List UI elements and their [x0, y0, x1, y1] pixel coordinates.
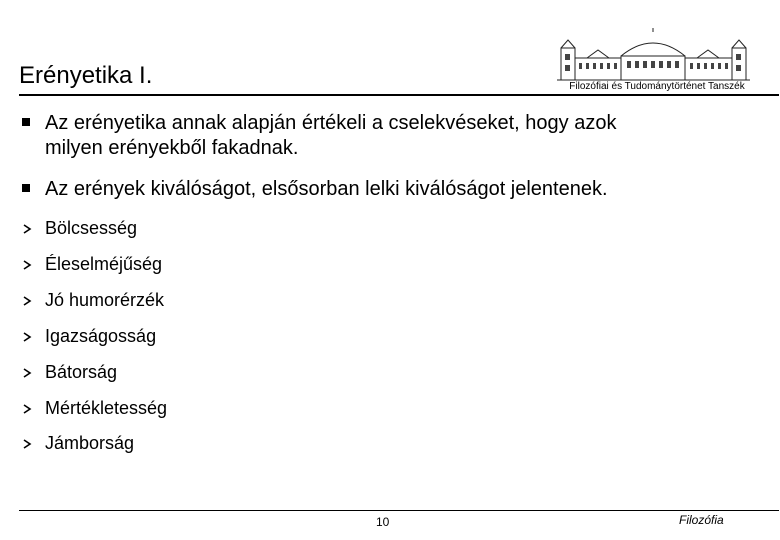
sub-bullet-text: Igazságosság [45, 326, 157, 346]
square-bullet-icon [22, 184, 30, 192]
sub-bullet-text: Bátorság [45, 362, 118, 382]
arrow-bullet-icon [22, 404, 32, 414]
footer-divider [19, 510, 779, 511]
arrow-bullet-icon [22, 296, 32, 306]
sub-bullet-text: Jó humorérzék [45, 290, 165, 310]
footer-label: Filozófia [679, 513, 724, 527]
sub-bullet-text: Mértékletesség [45, 398, 168, 418]
sub-bullet-text: Bölcsesség [45, 218, 138, 238]
arrow-bullet-icon [22, 439, 32, 449]
arrow-bullet-icon [22, 260, 32, 270]
slide-title: Erényetika I. [19, 62, 153, 89]
arrow-bullet-icon [22, 332, 32, 342]
arrow-bullet-icon [22, 224, 32, 234]
logo-caption: Filozófiai és Tudománytörténet Tanszék [564, 81, 750, 92]
title-divider [19, 94, 779, 96]
bullet-text: Az erényetika annak alapján értékeli a cselekvéseket, hogy azok [45, 112, 617, 134]
bullet-text: Az erények kiválóságot, elsősorban lelki kiválóságot jelentenek. [45, 178, 608, 200]
sub-bullet-text: Éleselméjűség [45, 254, 163, 274]
page-number: 10 [376, 515, 390, 529]
arrow-bullet-icon [22, 368, 32, 378]
square-bullet-icon [22, 118, 30, 126]
sub-bullet-text: Jámborság [45, 433, 135, 453]
bullet-text: milyen erényekből fakadnak. [45, 137, 299, 159]
